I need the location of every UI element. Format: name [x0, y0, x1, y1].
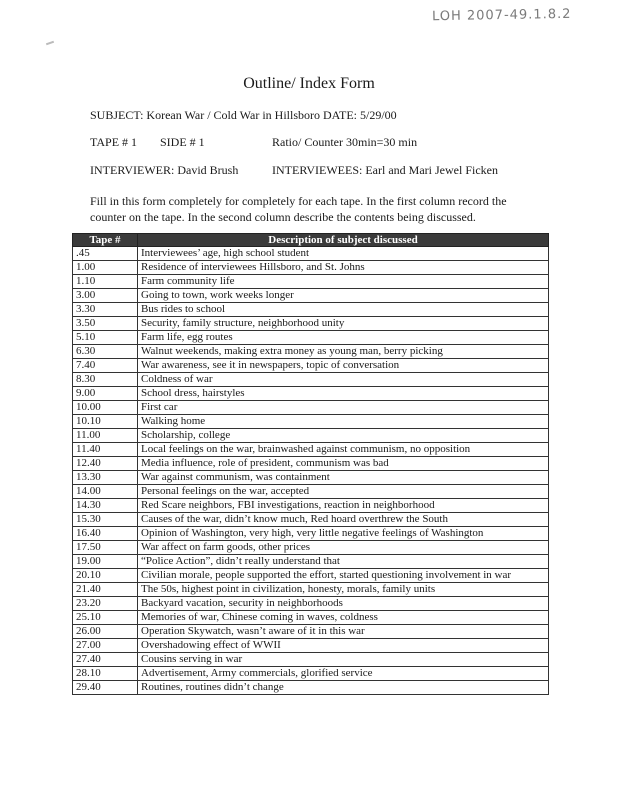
- table-row: [73, 569, 549, 583]
- tape-counter-cell: 7.40: [73, 359, 138, 373]
- tape-counter-cell: 15.30: [73, 513, 138, 527]
- table-row: [73, 611, 549, 625]
- description-cell: Overshadowing effect of WWII: [138, 639, 549, 653]
- table-row: [73, 583, 549, 597]
- description-cell: Residence of interviewees Hillsboro, and St. Johns: [138, 261, 549, 275]
- archive-stamp: LOH 2007-49.1.8.2: [431, 6, 572, 25]
- tape-counter-cell: 6.30: [73, 345, 138, 359]
- description-cell: Personal feelings on the war, accepted: [138, 485, 549, 499]
- table-row: [73, 513, 549, 527]
- description-cell: Opinion of Washington, very high, very little negative feelings of Washington: [138, 527, 549, 541]
- tape-counter-cell: 20.10: [73, 569, 138, 583]
- table-row: [73, 485, 549, 499]
- tape-counter-cell: 1.00: [73, 261, 138, 275]
- tape-counter-cell: 10.00: [73, 401, 138, 415]
- scan-mark: [46, 41, 54, 46]
- description-cell: Walnut weekends, making extra money as young man, berry picking: [138, 345, 549, 359]
- tape-counter-cell: 23.20: [73, 597, 138, 611]
- table-row: [73, 261, 549, 275]
- tape-counter-cell: 3.30: [73, 303, 138, 317]
- ratio-label: Ratio/ Counter 30min=30 min: [272, 135, 418, 149]
- tape-counter-cell: 14.00: [73, 485, 138, 499]
- table-row: [73, 653, 549, 667]
- description-column-header: Description of subject discussed: [138, 234, 549, 247]
- description-cell: Operation Skywatch, wasn’t aware of it in this war: [138, 625, 549, 639]
- table-row: [73, 471, 549, 485]
- side-label: SIDE # 1: [160, 135, 205, 149]
- description-cell: Red Scare neighbors, FBI investigations, reaction in neighborhood: [138, 499, 549, 513]
- tape-counter-cell: 27.00: [73, 639, 138, 653]
- interviewer-label: INTERVIEWER: David Brush: [90, 163, 239, 177]
- tape-counter-cell: 29.40: [73, 681, 138, 695]
- table-row: [73, 415, 549, 429]
- tape-counter-cell: 26.00: [73, 625, 138, 639]
- table-row: [73, 331, 549, 345]
- description-cell: Local feelings on the war, brainwashed against communism, no opposition: [138, 443, 549, 457]
- tape-counter-cell: 11.40: [73, 443, 138, 457]
- description-cell: Civilian morale, people supported the effort, started questioning involvement in war: [138, 569, 549, 583]
- table-row: [73, 639, 549, 653]
- tape-counter-cell: 12.40: [73, 457, 138, 471]
- description-cell: Coldness of war: [138, 373, 549, 387]
- description-cell: Bus rides to school: [138, 303, 549, 317]
- tape-counter-cell: 28.10: [73, 667, 138, 681]
- table-header-row: [73, 234, 549, 247]
- table-row: [73, 359, 549, 373]
- table-row: [73, 597, 549, 611]
- table-row: [73, 247, 549, 261]
- description-cell: First car: [138, 401, 549, 415]
- description-cell: Memories of war, Chinese coming in waves, coldness: [138, 611, 549, 625]
- tape-counter-cell: 13.30: [73, 471, 138, 485]
- table-row: [73, 457, 549, 471]
- interviewees-label: INTERVIEWEES: Earl and Mari Jewel Ficken: [272, 163, 498, 177]
- tape-counter-cell: 21.40: [73, 583, 138, 597]
- table-row: [73, 499, 549, 513]
- tape-counter-cell: 5.10: [73, 331, 138, 345]
- index-table: [72, 233, 549, 695]
- description-cell: Causes of the war, didn’t know much, Red hoard overthrew the South: [138, 513, 549, 527]
- tape-counter-cell: 16.40: [73, 527, 138, 541]
- table-row: [73, 443, 549, 457]
- table-row: [73, 625, 549, 639]
- description-cell: Media influence, role of president, communism was bad: [138, 457, 549, 471]
- description-cell: War affect on farm goods, other prices: [138, 541, 549, 555]
- table-row: [73, 541, 549, 555]
- table-row: [73, 555, 549, 569]
- description-cell: Cousins serving in war: [138, 653, 549, 667]
- description-cell: Backyard vacation, security in neighborhoods: [138, 597, 549, 611]
- description-cell: Advertisement, Army commercials, glorified service: [138, 667, 549, 681]
- description-cell: Walking home: [138, 415, 549, 429]
- description-cell: “Police Action”, didn’t really understand that: [138, 555, 549, 569]
- table-row: [73, 275, 549, 289]
- description-cell: The 50s, highest point in civilization, honesty, morals, family units: [138, 583, 549, 597]
- tape-counter-cell: 19.00: [73, 555, 138, 569]
- table-row: [73, 373, 549, 387]
- table-row: [73, 681, 549, 695]
- description-cell: School dress, hairstyles: [138, 387, 549, 401]
- table-row: [73, 429, 549, 443]
- tape-label: TAPE # 1: [90, 135, 138, 149]
- tape-counter-cell: 3.50: [73, 317, 138, 331]
- tape-counter-cell: 25.10: [73, 611, 138, 625]
- tape-counter-cell: 11.00: [73, 429, 138, 443]
- table-row: [73, 303, 549, 317]
- description-cell: Security, family structure, neighborhood unity: [138, 317, 549, 331]
- description-cell: Farm life, egg routes: [138, 331, 549, 345]
- description-cell: Farm community life: [138, 275, 549, 289]
- description-cell: Scholarship, college: [138, 429, 549, 443]
- tape-counter-cell: 10.10: [73, 415, 138, 429]
- table-row: [73, 387, 549, 401]
- tape-counter-cell: 27.40: [73, 653, 138, 667]
- table-row: [73, 527, 549, 541]
- tape-counter-cell: 1.10: [73, 275, 138, 289]
- description-cell: War against communism, was containment: [138, 471, 549, 485]
- description-cell: Going to town, work weeks longer: [138, 289, 549, 303]
- tape-column-header: Tape #: [73, 234, 138, 247]
- tape-counter-cell: 14.30: [73, 499, 138, 513]
- tape-counter-cell: 3.00: [73, 289, 138, 303]
- description-cell: Routines, routines didn’t change: [138, 681, 549, 695]
- instructions-text: Fill in this form completely for completely for each tape. In the first column record the counter on the tape. In the second column describe the contents being discussed.: [90, 194, 507, 224]
- tape-counter-cell: 8.30: [73, 373, 138, 387]
- table-row: [73, 289, 549, 303]
- tape-counter-cell: 17.50: [73, 541, 138, 555]
- table-row: [73, 345, 549, 359]
- description-cell: Interviewees’ age, high school student: [138, 247, 549, 261]
- subject-line: SUBJECT: Korean War / Cold War in Hillsboro DATE: 5/29/00: [90, 108, 397, 122]
- table-row: [73, 317, 549, 331]
- tape-counter-cell: 9.00: [73, 387, 138, 401]
- table-row: [73, 401, 549, 415]
- table-body: [73, 247, 549, 695]
- table-row: [73, 667, 549, 681]
- page-title: Outline/ Index Form: [243, 75, 375, 92]
- description-cell: War awareness, see it in newspapers, topic of conversation: [138, 359, 549, 373]
- tape-counter-cell: .45: [73, 247, 138, 261]
